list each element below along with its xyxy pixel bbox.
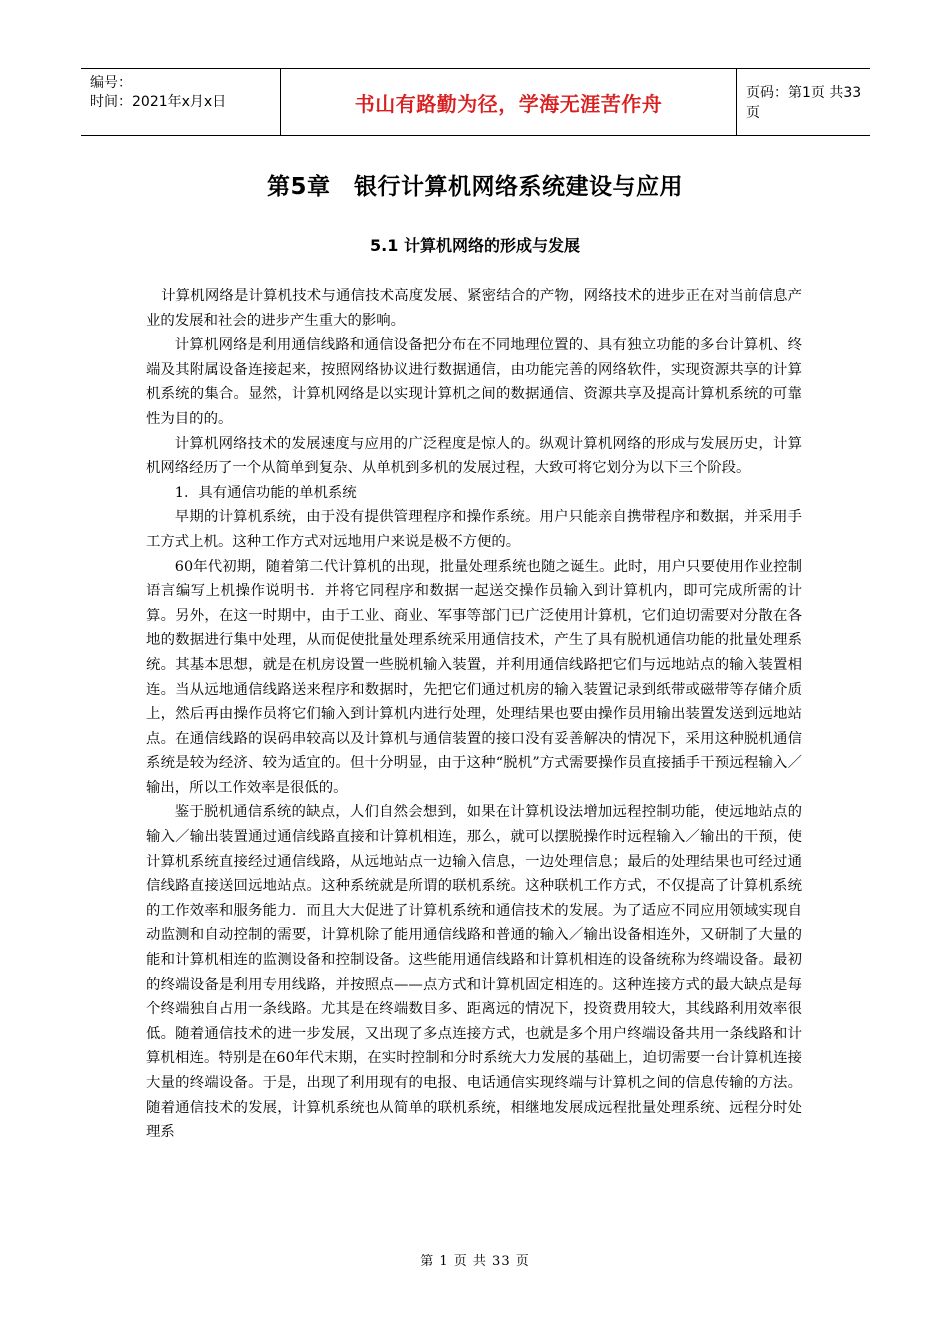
page-header [81, 68, 870, 136]
body-text [146, 284, 802, 1145]
paragraph: 计算机网络是利用通信线路和通信设备把分布在不同地理位置的、具有独立功能的多台计算机、终端及其附属设备连接起来，按照网络协议进行数据通信，由功能完善的网络软件，实现资源共享的计算机系统的集合。显然，计算机网络是以实现计算机之间的数据通信、资源共享及提高计算机系统的可靠性为目的的。 [146, 337, 802, 427]
header-meta [81, 69, 281, 135]
chapter-title: 第5章 银行计算机网络系统建设与应用 [266, 174, 683, 200]
section-title: 5.1 计算机网络的形成与发展 [370, 236, 580, 255]
header-motto: 书山有路勤为径，学海无涯苦作舟 [354, 91, 663, 116]
page-footer: 第 1 页 共 33 页 [420, 1254, 530, 1269]
paragraph: 早期的计算机系统，由于没有提供管理程序和操作系统。用户只能亲自携带程序和数据，并采用手工方式上机。这种工作方式对远地用户来说是极不方便的。 [146, 509, 802, 550]
paragraph: 计算机网络是计算机技术与通信技术高度发展、紧密结合的产物，网络技术的进步正在对当前信息产业的发展和社会的进步产生重大的影响。 [146, 288, 802, 329]
subheading: 1．具有通信功能的单机系统 [174, 484, 357, 501]
paragraph: 60年代初期，随着第二代计算机的出现，批量处理系统也随之诞生。此时，用户只要使用作业控制语言编写上机操作说明书．并将它同程序和数据一起送交操作员输入到计算机内，即可完成所需的计算。另外，在这一时期中，由于工业、商业、军事等部门已广泛使用计算机，它们迫切需要对分散在各地的数据进行集中处理，从而促使批量处理系统采用通信技术，产生了具有脱机通信功能的批量处理系统。其基本思想，就是在机房设置一些脱机输入装置，并利用通信线路把它们与远地站点的输入装置相连。当从远地通信线路送来程序和数据时，先把它们通过机房的输入装置记录到纸带或磁带等存储介质上，然后再由操作员将它们输入到计算机内进行处理，处理结果也要由操作员用输出装置发送到远地站点。在通信线路的误码串较高以及计算机与通信装置的接口没有妥善解决的情况下，采用这种脱机通信系统是较为经济、较为适宜的。但十分明显，由于这种“脱机”方式需要操作员直接插手干预远程输入／输出，所以工作效率是很低的。 [146, 558, 802, 796]
paragraph: 计算机网络技术的发展速度与应用的广泛程度是惊人的。纵观计算机网络的形成与发展历史，计算机网络经历了一个从简单到复杂、从单机到多机的发展过程，大致可将它划分为以下三个阶段。 [146, 435, 802, 477]
paragraph: 鉴于脱机通信系统的缺点，人们自然会想到，如果在计算机设法增加远程控制功能，使远地站点的输入／输出装置通过通信线路直接和计算机相连，那么，就可以摆脱操作时远程输入／输出的干预，使计算机系统直接经过通信线路，从远地站点一边输入信息，一边处理信息；最后的处理结果也可经过通信线路直接送回远地站点。这种系统就是所谓的联机系统。这种联机工作方式，不仅提高了计算机系统的工作效率和服务能力．而且大大促进了计算机系统和通信技术的发展。为了适应不同应用领域实现自动监测和自动控制的需要，计算机除了能用通信线路和普通的输入／输出设备相连外，又研制了大量的能和计算机相连的监测设备和控制设备。这些能用通信线路和计算机相连的设备统称为终端设备。最初的终端设备是利用专用线路，并按照点——点方式和计算机固定相连的。这种连接方式的最大缺点是每个终端独自占用一条线路。尤其是在终端数目多、距离远的情况下，投资费用较大，其线路利用效率很低。随着通信技术的进一步发展，又出现了多点连接方式，也就是多个用户终端设备共用一条线路和计算机相连。特别是在60年代末期，在实时控制和分时系统大力发展的基础上，迫切需要一台计算机连接大量的终端设备。于是，出现了利用现有的电报、电话通信实现终端与计算机之间的信息传输的方法。随着通信技术的发展，计算机系统也从简单的联机系统，相继地发展成远程批量处理系统、远程分时处理系 [146, 804, 802, 1141]
document-number-label: 编号： [90, 75, 132, 91]
header-page-info: 页码：第1页 共33页 [746, 85, 862, 121]
header-motto-cell [281, 69, 737, 135]
document-date-label: 时间：2021年x月x日 [90, 94, 227, 110]
